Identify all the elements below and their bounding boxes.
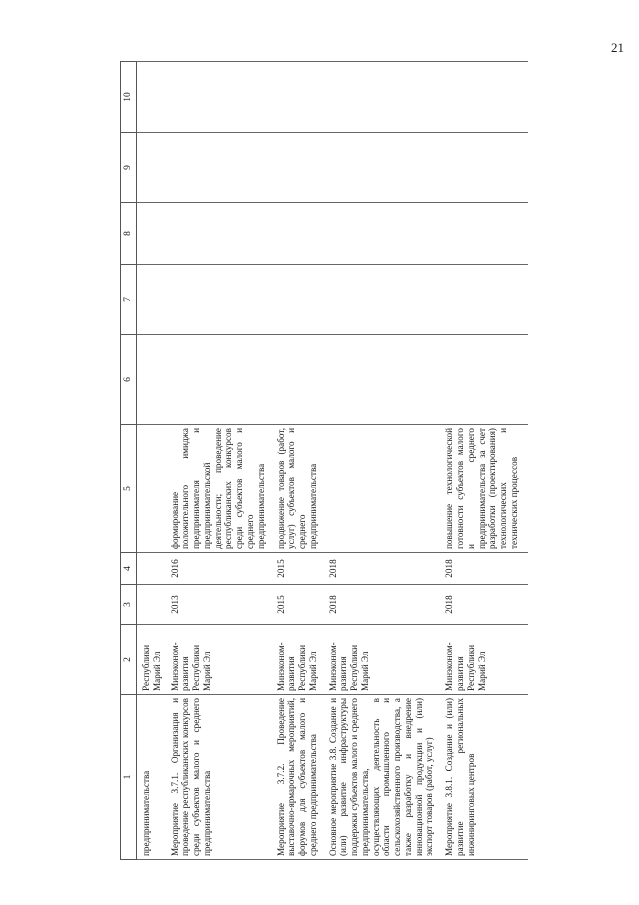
empty-cell	[169, 265, 275, 335]
empty-cell	[137, 62, 169, 133]
start-year-cell	[137, 585, 169, 625]
empty-cell	[275, 335, 327, 425]
result-cell	[137, 425, 169, 553]
result-cell: повышение технологической готовности субъектов малого и среднего предпринимательства за счет разработки (проектирования) технологических и технических процессов	[443, 425, 527, 553]
empty-cell	[327, 265, 444, 335]
empty-cell	[327, 133, 444, 203]
table-row	[169, 62, 275, 860]
start-year-cell: 2015	[275, 585, 327, 625]
empty-cell	[169, 62, 275, 133]
empty-cell	[327, 335, 444, 425]
column-header: 8	[121, 203, 137, 265]
start-year-cell: 2018	[327, 585, 444, 625]
empty-cell	[169, 335, 275, 425]
empty-cell	[443, 62, 527, 133]
table-row	[137, 62, 169, 860]
empty-cell	[275, 133, 327, 203]
result-cell: продвижение товаров (работ, услуг) субъектов малого и среднего предпринимательства	[275, 425, 327, 553]
empty-cell	[443, 203, 527, 265]
measure-name-cell: Мероприятие 3.7.1. Организация и проведение республиканских конкурсов среди субъектов малого и среднего предпринимательства	[169, 695, 275, 860]
empty-cell	[443, 335, 527, 425]
column-header: 6	[121, 335, 137, 425]
empty-cell	[169, 133, 275, 203]
page-number: 21	[611, 40, 624, 55]
measure-name-cell: предпринимательства	[137, 695, 169, 860]
result-cell: формирование положительного имиджа предпринимателя и предпринимательской деятельности; проведение республиканских конкурсов среди субъектов малого и среднего предпринимательства	[169, 425, 275, 553]
empty-cell	[275, 265, 327, 335]
empty-cell	[443, 133, 527, 203]
end-year-cell	[137, 553, 169, 585]
column-header: 3	[121, 585, 137, 625]
table-row	[443, 62, 527, 860]
empty-cell	[443, 265, 527, 335]
end-year-cell: 2018	[443, 553, 527, 585]
measure-name-cell: Основное мероприятие 3.8. Создание и (или) развитие инфраструктуры поддержки субъектов малого и среднего предпринимательства, осуществляющих деятельность в области промышленного и сельскохозяйственного производства, а также разработку и внедрение инновационной продукции и (или) экспорт товаров (работ, услуг)	[327, 695, 444, 860]
empty-cell	[275, 62, 327, 133]
empty-cell	[327, 62, 444, 133]
empty-cell	[327, 203, 444, 265]
table-row	[327, 62, 444, 860]
executor-cell: Минэконом-развития Республики Марий Эл	[169, 625, 275, 695]
empty-cell	[137, 133, 169, 203]
program-measures-table	[120, 61, 528, 860]
rotated-table-container	[120, 62, 639, 860]
result-cell	[327, 425, 444, 553]
column-header: 1	[121, 695, 137, 860]
column-header: 9	[121, 133, 137, 203]
column-header: 5	[121, 425, 137, 553]
table-row	[275, 62, 327, 860]
column-header: 7	[121, 265, 137, 335]
column-header: 2	[121, 625, 137, 695]
empty-cell	[275, 203, 327, 265]
executor-cell: Минэконом-развития Республики Марий Эл	[327, 625, 444, 695]
table-header-row	[121, 62, 137, 860]
executor-cell: Республики Марий Эл	[137, 625, 169, 695]
column-header: 4	[121, 553, 137, 585]
executor-cell: Минэконом-развития Республики Марий Эл	[275, 625, 327, 695]
measure-name-cell: Мероприятие 3.8.1. Создание и (или) развитие региональных инжиниринговых центров	[443, 695, 527, 860]
empty-cell	[137, 203, 169, 265]
start-year-cell: 2018	[443, 585, 527, 625]
column-header: 10	[121, 62, 137, 133]
executor-cell: Минэконом-развития Республики Марий Эл	[443, 625, 527, 695]
empty-cell	[169, 203, 275, 265]
end-year-cell: 2018	[327, 553, 444, 585]
end-year-cell: 2016	[169, 553, 275, 585]
measure-name-cell: Мероприятие 3.7.2. Проведение выставочно-ярмарочных мероприятий, форумов для субъектов малого и среднего предпринимательства	[275, 695, 327, 860]
empty-cell	[137, 335, 169, 425]
empty-cell	[137, 265, 169, 335]
start-year-cell: 2013	[169, 585, 275, 625]
end-year-cell: 2015	[275, 553, 327, 585]
